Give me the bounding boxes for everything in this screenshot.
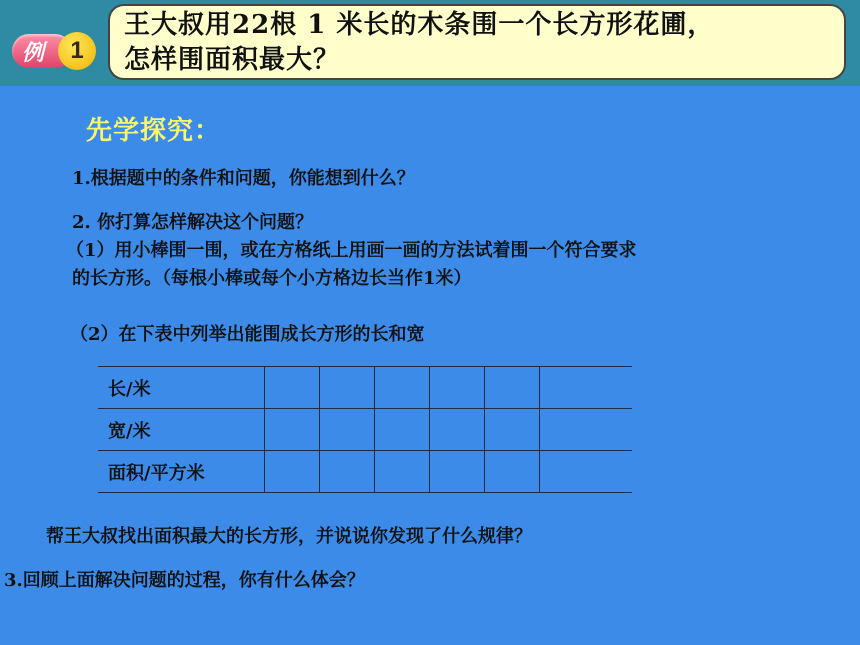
- example-badge: [12, 30, 90, 74]
- table-cell: [540, 367, 633, 409]
- section-heading: 先学探究：: [86, 116, 222, 146]
- problem-title-line2: 怎样围面积最大？: [124, 45, 341, 75]
- table-cell: [485, 451, 540, 493]
- table-cell: [320, 409, 375, 451]
- row-label-length: 长/米: [98, 367, 265, 409]
- problem-title-box: [108, 4, 846, 80]
- table-row: [98, 409, 632, 451]
- table-cell: [265, 409, 320, 451]
- help-prompt: 帮王大叔找出面积最大的长方形，并说说你发现了什么规律？: [46, 526, 532, 547]
- question-3: 3.回顾上面解决问题的过程，你有什么体会？: [4, 570, 365, 591]
- table-cell: [540, 451, 633, 493]
- table-cell: [485, 409, 540, 451]
- table-cell: [430, 409, 485, 451]
- table-row: [98, 451, 632, 493]
- table-row: [98, 367, 632, 409]
- table-cell: [265, 451, 320, 493]
- table-cell: [375, 409, 430, 451]
- badge-word: 例: [22, 40, 45, 66]
- problem-title-line1: 王大叔用22根 1 米长的木条围一个长方形花圃，: [124, 10, 715, 40]
- table-cell: [320, 367, 375, 409]
- table-cell: [375, 367, 430, 409]
- table-cell: [540, 409, 633, 451]
- question-2-part2: （2）在下表中列举出能围成长方形的长和宽: [70, 324, 425, 345]
- question-2-part1-line1: （1）用小棒围一围，或在方格纸上用画一画的方法试着围一个符合要求: [66, 240, 637, 261]
- question-2: 2. 你打算怎样解决这个问题？: [72, 212, 314, 233]
- row-label-width: 宽/米: [98, 409, 265, 451]
- table-cell: [265, 367, 320, 409]
- badge-number: 1: [58, 32, 96, 70]
- table-cell: [375, 451, 430, 493]
- table-cell: [430, 451, 485, 493]
- dimension-table: [98, 366, 632, 493]
- question-1: 1.根据题中的条件和问题，你能想到什么？: [72, 168, 415, 189]
- table-cell: [430, 367, 485, 409]
- question-2-part1-line2: 的长方形。（每根小棒或每个小方格边长当作1米）: [72, 268, 472, 289]
- table-cell: [485, 367, 540, 409]
- row-label-area: 面积/平方米: [98, 451, 265, 493]
- table-cell: [320, 451, 375, 493]
